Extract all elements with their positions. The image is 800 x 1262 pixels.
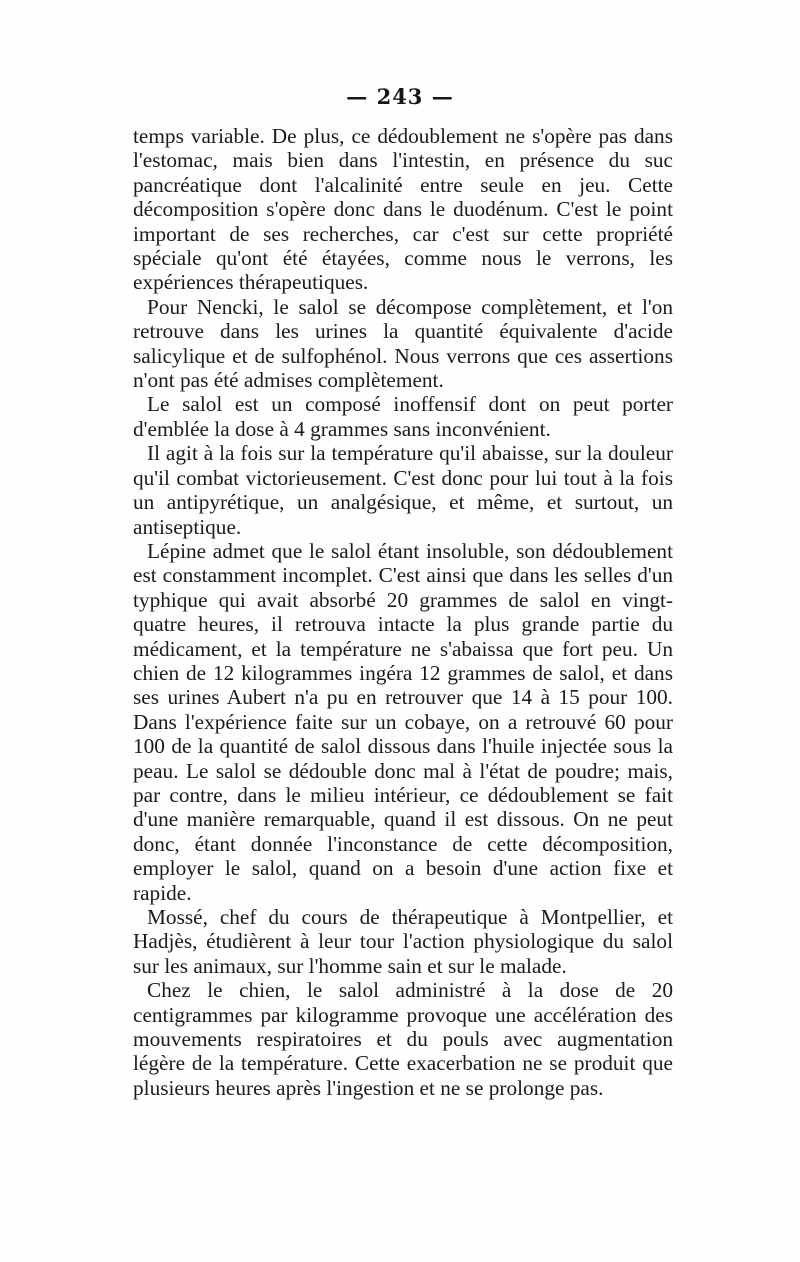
body-text xyxy=(133,124,673,1100)
paragraph-6: Mossé, chef du cours de thérapeutique à Montpellier, et Hadjès, étudièrent à leur tour l'action physiologique du salol sur les animaux, sur l'homme sain et sur le malade. xyxy=(133,905,673,978)
paragraph-2: Pour Nencki, le salol se décompose complètement, et l'on retrouve dans les urines la quantité équivalente d'acide salicylique et de sulfophénol. Nous verrons que ces assertions n'ont pas été admises complètement. xyxy=(133,294,673,393)
paragraph-7: Chez le chien, le salol administré à la dose de 20 centigrammes par kilogramme provoque une accélération des mouvements respiratoires et du pouls avec augmentation légère de la température. Cette exacerbation ne se produit que plusieurs heures après l'ingestion et ne se prolonge pas. xyxy=(133,978,673,1100)
paragraph-5: Lépine admet que le salol étant insoluble, son dédoublement est constamment incomplet. C'est ainsi que dans les selles d'un typhique qui avait absorbé 20 grammes de salol en vingt-quatre heures, il retrouva intacte la plus grande partie du médicament, et la température ne s'abaissa que fort peu. Un chien de 12 kilogrammes ingéra 12 grammes de salol, et dans ses urines Aubert n'a pu en retrouver que 14 à 15 pour 100. Dans l'expérience faite sur un cobaye, on a retrouvé 60 pour 100 de la quantité de salol dissous dans l'huile injectée sous la peau. Le salol se dédouble donc mal à l'état de poudre; mais, par contre, dans le milieu intérieur, ce dédoublement se fait d'une manière remarquable, quand il est dissous. On ne peut donc, étant donnée l'inconstance de cette décomposition, employer le salol, quand on a besoin d'une action fixe et rapide. xyxy=(133,538,673,905)
paragraph-4: Il agit à la fois sur la température qu'il abaisse, sur la douleur qu'il combat victorieusement. C'est donc pour lui tout à la fois un antipyrétique, un analgésique, et même, et surtout, un antiseptique. xyxy=(133,441,673,539)
paragraph-3: Le salol est un composé inoffensif dont on peut porter d'emblée la dose à 4 grammes sans inconvénient. xyxy=(133,392,673,441)
page-number: — 243 — xyxy=(346,84,454,109)
paragraph-1: temps variable. De plus, ce dédoublement ne s'opère pas dans l'estomac, mais bien dans l'intestin, en présence du suc pancréatique dont l'alcalinité entre seule en jeu. Cette décomposition s'opère donc dans le duodénum. C'est le point important de ses recherches, car c'est sur cette propriété spéciale qu'ont été étayées, comme nous le verrons, les expériences thérapeutiques. xyxy=(133,124,673,295)
